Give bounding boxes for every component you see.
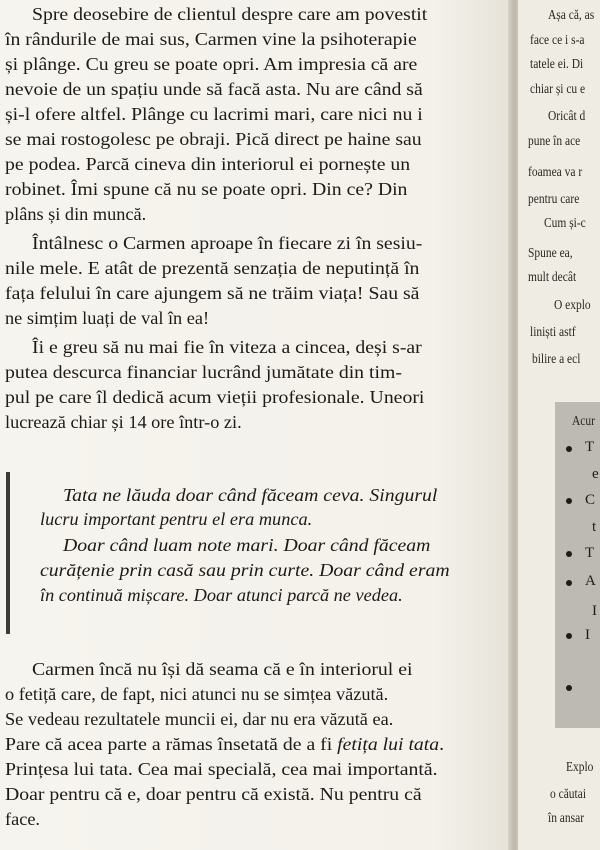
right-line: Spune ea, bbox=[528, 246, 573, 261]
quote-bar bbox=[6, 472, 10, 634]
text-line: face. bbox=[5, 809, 41, 829]
right-line: foamea va r bbox=[528, 165, 583, 180]
text-line: Doar pentru că e, doar pentru că există. Nu pentru că bbox=[5, 784, 422, 804]
text-line: Îi e greu să nu mai fie în viteza a cincea, deși s-ar bbox=[32, 337, 422, 357]
emphasis-text: fetița lui tata bbox=[337, 734, 440, 754]
right-line: Cum și-c bbox=[544, 216, 586, 231]
quote-line: Tata ne lăuda doar când făceam ceva. Singurul bbox=[63, 485, 438, 505]
text-line: Prințesa lui tata. Cea mai specială, cea mai importantă. bbox=[5, 759, 438, 779]
text-line: o fetiță care, de fapt, nici atunci nu se simțea văzută. bbox=[5, 684, 389, 704]
right-line: liniști astf bbox=[530, 325, 576, 340]
text-line: lucrează chiar și 14 ore într-o zi. bbox=[5, 412, 242, 432]
sidebar-box-item: A bbox=[585, 573, 596, 589]
right-line: Oricât d bbox=[548, 109, 586, 124]
quote-line: lucru important pentru el era munca. bbox=[40, 509, 313, 529]
sidebar-box-item: t bbox=[592, 519, 597, 535]
quote-line: curățenie prin casă sau prin curte. Doar când eram bbox=[40, 560, 450, 580]
quote-line: Doar când luam note mari. Doar când făceam bbox=[63, 535, 431, 555]
bullet-icon bbox=[566, 633, 572, 639]
right-line: în ansar bbox=[548, 811, 585, 826]
text-line: în rândurile de mai sus, Carmen vine la psihoterapie bbox=[5, 29, 417, 49]
right-line: face ce i s-a bbox=[530, 33, 585, 48]
sidebar-box-item: T bbox=[585, 545, 595, 561]
text-line: și plânge. Cu greu se poate opri. Am impresia că are bbox=[5, 54, 418, 74]
bullet-icon bbox=[566, 685, 572, 691]
bullet-icon bbox=[566, 551, 572, 557]
text-line: nile mele. E atât de prezentă senzația de neputință în bbox=[5, 258, 420, 278]
text-line: putea descurca financiar lucrând jumătate din tim- bbox=[5, 362, 402, 382]
right-line: bilire a ecl bbox=[532, 352, 581, 367]
right-line: tatele ei. Di bbox=[530, 57, 584, 72]
bullet-icon bbox=[566, 446, 572, 452]
sidebar-box-item: I bbox=[592, 603, 597, 619]
right-line: o căutai bbox=[550, 787, 587, 802]
text-line: ne simțim luați de val în ea! bbox=[5, 308, 210, 328]
right-line: chiar și cu e bbox=[530, 82, 586, 97]
text-line: plâns și din muncă. bbox=[5, 204, 147, 224]
text-line: pul pe care îl dedică acum vieții profesionale. Uneori bbox=[5, 387, 425, 407]
text-line: și-l ofere altfel. Plânge cu lacrimi mari, care nici nu i bbox=[5, 104, 423, 124]
right-line: mult decât bbox=[528, 270, 577, 285]
right-line: pentru care bbox=[528, 192, 580, 207]
text-line: nevoie de un spațiu unde să facă asta. Nu are când să bbox=[5, 79, 423, 99]
text-line: robinet. Îmi spune că nu se poate opri. Din ce? Din bbox=[5, 179, 408, 199]
sidebar-box-heading: Acur bbox=[572, 414, 595, 429]
text-line: Întâlnesc o Carmen aproape în fiecare zi în sesiu- bbox=[32, 233, 423, 253]
right-line: Așa că, as bbox=[548, 8, 595, 23]
text-line: se mai rostogolesc pe obraji. Pică direct pe haine sau bbox=[5, 129, 422, 149]
text-line: Pare că acea parte a rămas însetată de a fi fetița lui tata. bbox=[5, 734, 445, 754]
text-line: Carmen încă nu își dă seama că e în interiorul ei bbox=[32, 659, 413, 679]
sidebar-box-item: T bbox=[585, 439, 595, 455]
right-line: Explo bbox=[566, 760, 594, 775]
text-line: fața felului în care ajungem să ne trăim viața! Sau să bbox=[5, 283, 420, 303]
sidebar-box-item: e bbox=[592, 466, 599, 482]
sidebar-box-item: I bbox=[585, 627, 590, 643]
bullet-icon bbox=[566, 498, 572, 504]
text-line: Spre deosebire de clientul despre care am povestit bbox=[32, 4, 428, 24]
text-line: Se vedeau rezultatele muncii ei, dar nu era văzută ea. bbox=[5, 709, 394, 729]
right-line: O explo bbox=[554, 298, 591, 313]
bullet-icon bbox=[566, 580, 572, 586]
quote-line: în continuă mișcare. Doar atunci parcă ne vedea. bbox=[40, 585, 403, 605]
right-line: pune în ace bbox=[528, 134, 581, 149]
text-line: pe podea. Parcă cineva din interiorul ei pornește un bbox=[5, 154, 411, 174]
sidebar-box-item: C bbox=[585, 492, 596, 508]
